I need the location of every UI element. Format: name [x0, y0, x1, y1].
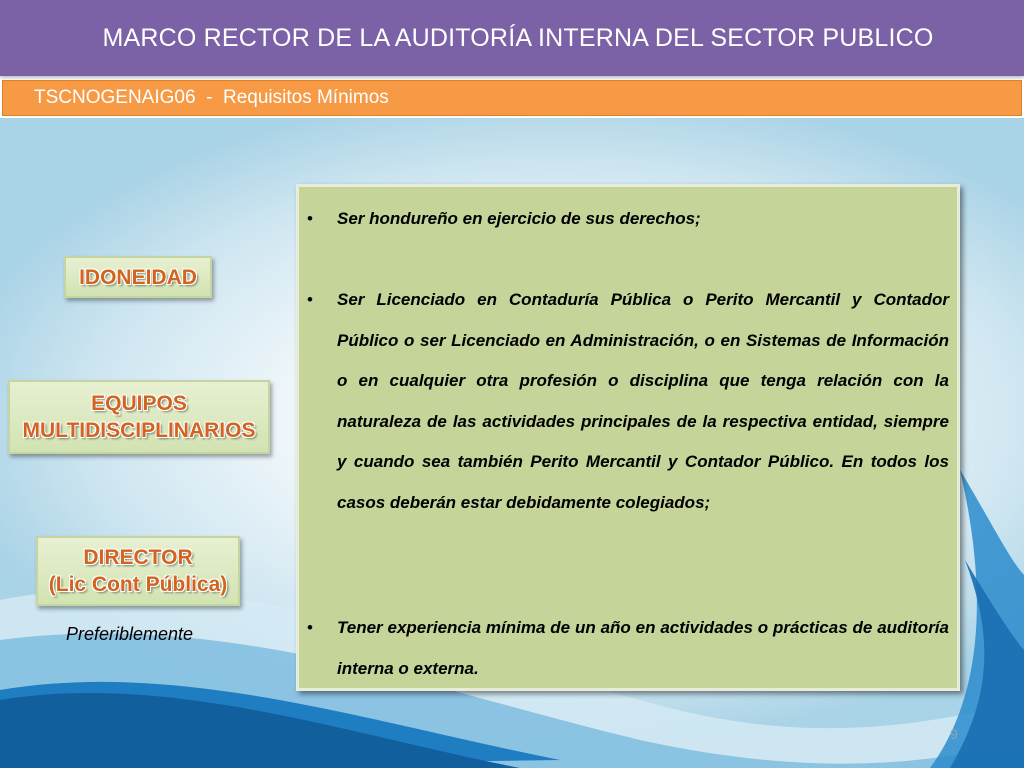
slide-title: MARCO RECTOR DE LA AUDITORÍA INTERNA DEL SECTOR PUBLICO	[102, 23, 934, 52]
director-label-line2: (Lic Cont Pública)	[48, 573, 228, 596]
bullet-icon: •	[307, 618, 313, 637]
idoneidad-label: IDONEIDAD	[79, 265, 197, 289]
requirements-box	[296, 184, 960, 691]
subtitle-bar	[2, 80, 1022, 116]
director-label-box	[36, 536, 240, 606]
bullet-icon: •	[307, 209, 313, 228]
bullet-icon: •	[307, 290, 313, 309]
slide-subtitle: TSCNOGENAIG06 - Requisitos Mínimos	[34, 87, 389, 108]
page-number: 9	[950, 726, 958, 742]
requirement-text: Ser Licenciado en Contaduría Pública o Perito Mercantil y Contador Público o ser Licenciado en Administración, o en Sistemas de Información o en cualquier otra profesión o disciplina que tenga relación con la naturaleza de las actividades principales de la respectiva entidad, siempre y cuando sea también Perito Mercantil y Contador Público. En todos los casos deberán estar debidamente colegiados;	[337, 290, 949, 512]
requirement-text: Ser hondureño en ejercicio de sus derechos;	[337, 209, 701, 228]
requirement-text: Tener experiencia mínima de un año en actividades o prácticas de auditoría interna o externa.	[337, 618, 949, 678]
preferiblemente-note: Preferiblemente	[66, 624, 194, 644]
equipos-label-line2: MULTIDISCIPLINARIOS	[22, 419, 256, 442]
title-bar	[0, 0, 1024, 76]
idoneidad-label-box	[64, 256, 212, 298]
equipos-label-line1: EQUIPOS	[91, 392, 187, 415]
equipos-label-box	[8, 380, 270, 454]
director-label-line1: DIRECTOR	[83, 546, 193, 569]
